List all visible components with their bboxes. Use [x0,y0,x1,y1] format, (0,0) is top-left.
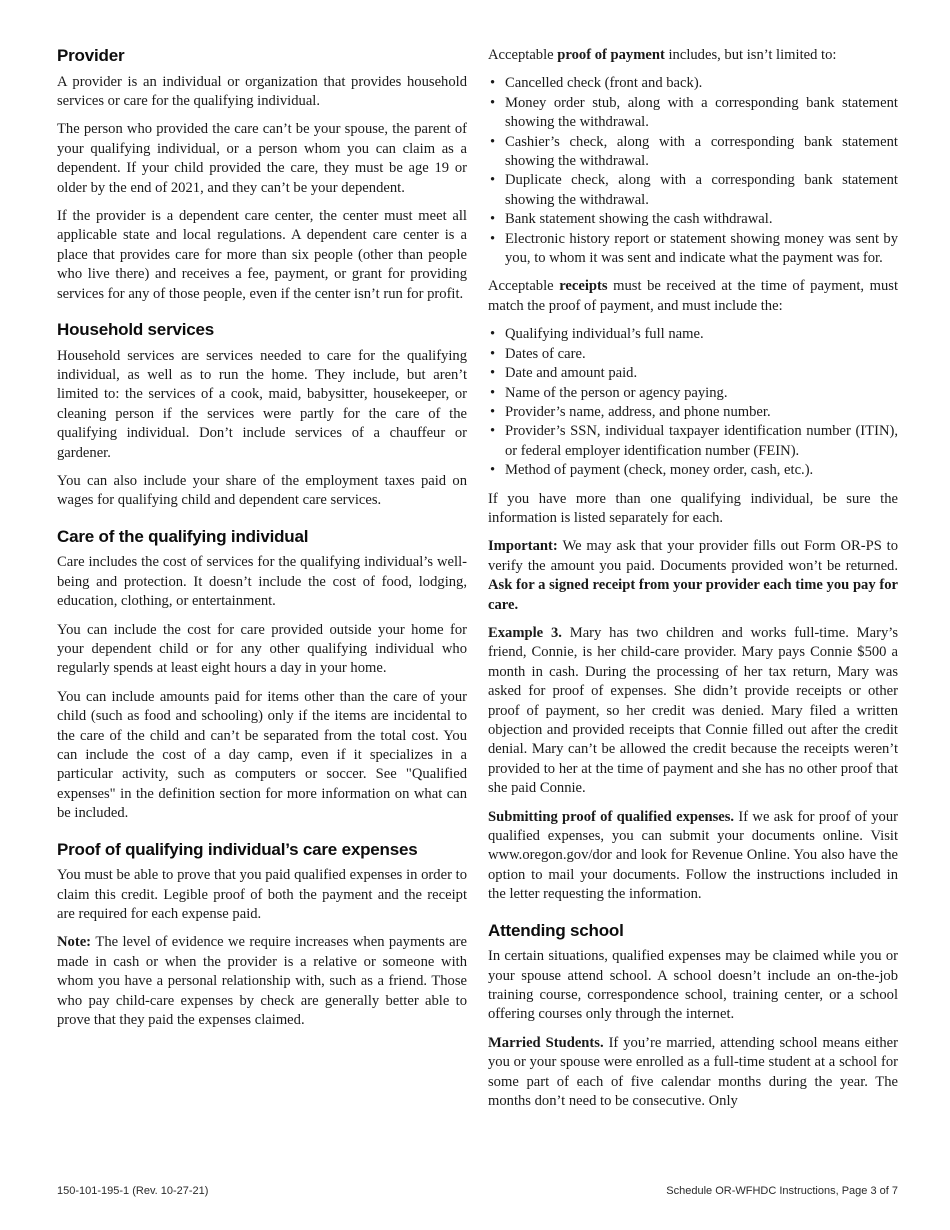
paragraph [488,490,898,529]
paragraph [57,933,467,1030]
paragraph [57,553,467,611]
bullet-item: • Date and amount paid. [488,364,898,383]
text-run: Acceptable [488,278,560,295]
bullet-item: • Method of payment (check, money order, cash, etc.). [488,461,898,480]
text-run: If you have more than one qualifying individual, be sure the information is listed separately for each. [488,490,898,526]
text-run: Acceptable [488,47,558,63]
paragraph [488,537,898,615]
bullet-item: • Dates of care. [488,345,898,364]
text-run: includes, but isn’t limited to: [664,47,837,63]
bold-text-run: Important: [488,538,563,555]
text-run: A provider is an individual or organization that provides household services or care for the qualifying individual. [57,73,467,109]
section-heading: Attending school [488,920,624,940]
paragraph [57,472,467,511]
bullet-item: • Duplicate check, along with a corresponding bank statement showing the withdrawal. [488,171,898,210]
paragraph [57,866,467,924]
text-run: In certain situations, qualified expenses may be claimed while you or your spouse attend school. A school doesn’t include an on-the-job training course, correspondence school, training center, or a school offering courses only through the internet. [488,948,898,1023]
paragraph [57,621,467,679]
bold-text-run: Example 3. [488,624,570,641]
paragraph [57,73,467,112]
form-revision-number: 150-101-195-1 (Rev. 10-27-21) [57,1185,209,1197]
text-run: If you’re married, attending school means either you or your spouse were enrolled as a full-time student at a school for some part of each of five calendar months during the year. The months don’t need to be consecutive. Only [488,1034,898,1110]
text-run: If we ask for proof of your qualified expenses, you can submit your documents online. Visit www.oregon.gov/dor and look for Revenue Online. You also have the option to mail your documents. Follow the instructions included in the letter requesting the information. [488,808,899,903]
section-heading: Care of the qualifying individual [57,526,309,546]
paragraph [57,347,467,463]
text-run: You can also include your share of the employment taxes paid on wages for qualifying child and dependent care services. [57,473,467,509]
text-run: The level of evidence we require increases when payments are made in cash or when the provider is a relative or someone with whom you have a personal relationship with, such as a friend. Those who pay child-care expenses by check are generally better able to prove that they paid the expenses claimed. [57,934,467,1029]
text-run: Household services are services needed to care for the qualifying individual, as well as to run the home. They include, but aren’t limited to: the services of a cook, maid, babysitter, housekeeper, or cleaning person if the services were partly for the care of the qualifying individual. Don’t include services of a chauffeur or gardener. [57,347,467,461]
page-number-label: Schedule OR-WFHDC Instructions, Page 3 of 7 [666,1185,898,1197]
text-run: The person who provided the care can’t be your spouse, the parent of your qualifying individual, or a person whom you can claim as a dependent. If your child provided the care, they must be age 19 or older by the end of 2021, and they can’t be your dependent. [57,121,467,196]
bold-text-run: receipts [559,278,608,295]
bullet-item: • Cancelled check (front and back). [488,74,898,93]
paragraph [488,1034,898,1112]
paragraph [57,120,467,198]
bullet-item: • Provider’s SSN, individual taxpayer identification number (ITIN), or federal employer identification number (FEIN). [488,422,898,461]
paragraph [488,947,898,1025]
text-run: must be received at the time of payment, must match the proof of payment, and must include the: [488,278,898,314]
left-column [57,46,467,1120]
bullet-item: • Name of the person or agency paying. [488,384,898,403]
text-run: Care includes the cost of services for the qualifying individual’s well-being and protection. It doesn’t include the cost of food, lodging, education, clothing, or entertainment. [57,554,467,610]
bold-text-run: Note: [57,934,96,951]
paragraph [488,277,898,316]
bold-text-run: Ask for a signed receipt from your provider each time you pay for care. [488,577,898,613]
section-heading: Provider [57,46,125,65]
bullet-item: • Cashier’s check, along with a corresponding bank statement showing the withdrawal. [488,133,898,172]
text-run: You can include the cost for care provided outside your home for your dependent child or for any other qualifying individual who regularly spends at least eight hours a day in your home. [57,621,467,677]
text-run: You can include amounts paid for items other than the care of your child (such as food and schooling) only if the items are incidental to the care of the child and can’t be separated from the total cost. You can include the cost of a day camp, even if it specializes in a particular activity, such as computers or soccer. See "Qualified expenses" in the definition section for more information on what can be included. [57,688,467,822]
paragraph [57,207,467,304]
bullet-item: • Bank statement showing the cash withdrawal. [488,210,898,229]
paragraph [57,688,467,824]
bullet-item: • Electronic history report or statement showing money was sent by you, to whom it was sent and indicate what the payment was for. [488,230,898,269]
section-heading: Proof of qualifying individual’s care expenses [57,839,418,859]
bold-text-run: proof of payment [557,47,665,63]
text-run: We may ask that your provider fills out Form OR-PS to verify the amount you paid. Documents provided won’t be returned. [488,538,898,574]
bullet-list [488,325,898,480]
bold-text-run: Married Students. [488,1034,609,1051]
bullet-item: • Money order stub, along with a corresponding bank statement showing the withdrawal. [488,94,898,133]
bullet-item: • Provider’s name, address, and phone number. [488,403,898,422]
right-column [488,46,898,1120]
bullet-list [488,74,898,268]
text-run: If the provider is a dependent care center, the center must meet all applicable state and local regulations. A dependent care center is a place that provides care for more than six people (other than people who live there) and receives a fee, payment, or grant for providing services for any of those people, even if the center isn’t run for profit. [57,207,467,302]
two-column-layout [57,46,898,1120]
paragraph [488,624,898,799]
paragraph [488,808,898,905]
text-run: Mary has two children and works full-time. Mary’s friend, Connie, is her child-care provider. Mary pays Connie $500 a month in cash. During the processing of her tax return, Mary was asked for proof of expenses. She didn’t provide receipts or other proof of payment, so her credit was denied. Mary filed a written objection and provided receipts that Connie filled out after the credit denial. Mary can’t be allowed the credit because the receipts weren’t provided to her at the time of payment and she has no other proof that she paid Connie. [488,624,899,797]
page-footer [57,1185,898,1197]
bold-text-run: Submitting proof of qualified expenses. [488,808,739,825]
bullet-item: • Qualifying individual’s full name. [488,325,898,344]
paragraph [488,46,898,65]
text-run: You must be able to prove that you paid qualified expenses in order to claim this credit. Legible proof of both the payment and the receipt are required for each expense paid. [57,867,467,922]
section-heading: Household services [57,320,215,340]
